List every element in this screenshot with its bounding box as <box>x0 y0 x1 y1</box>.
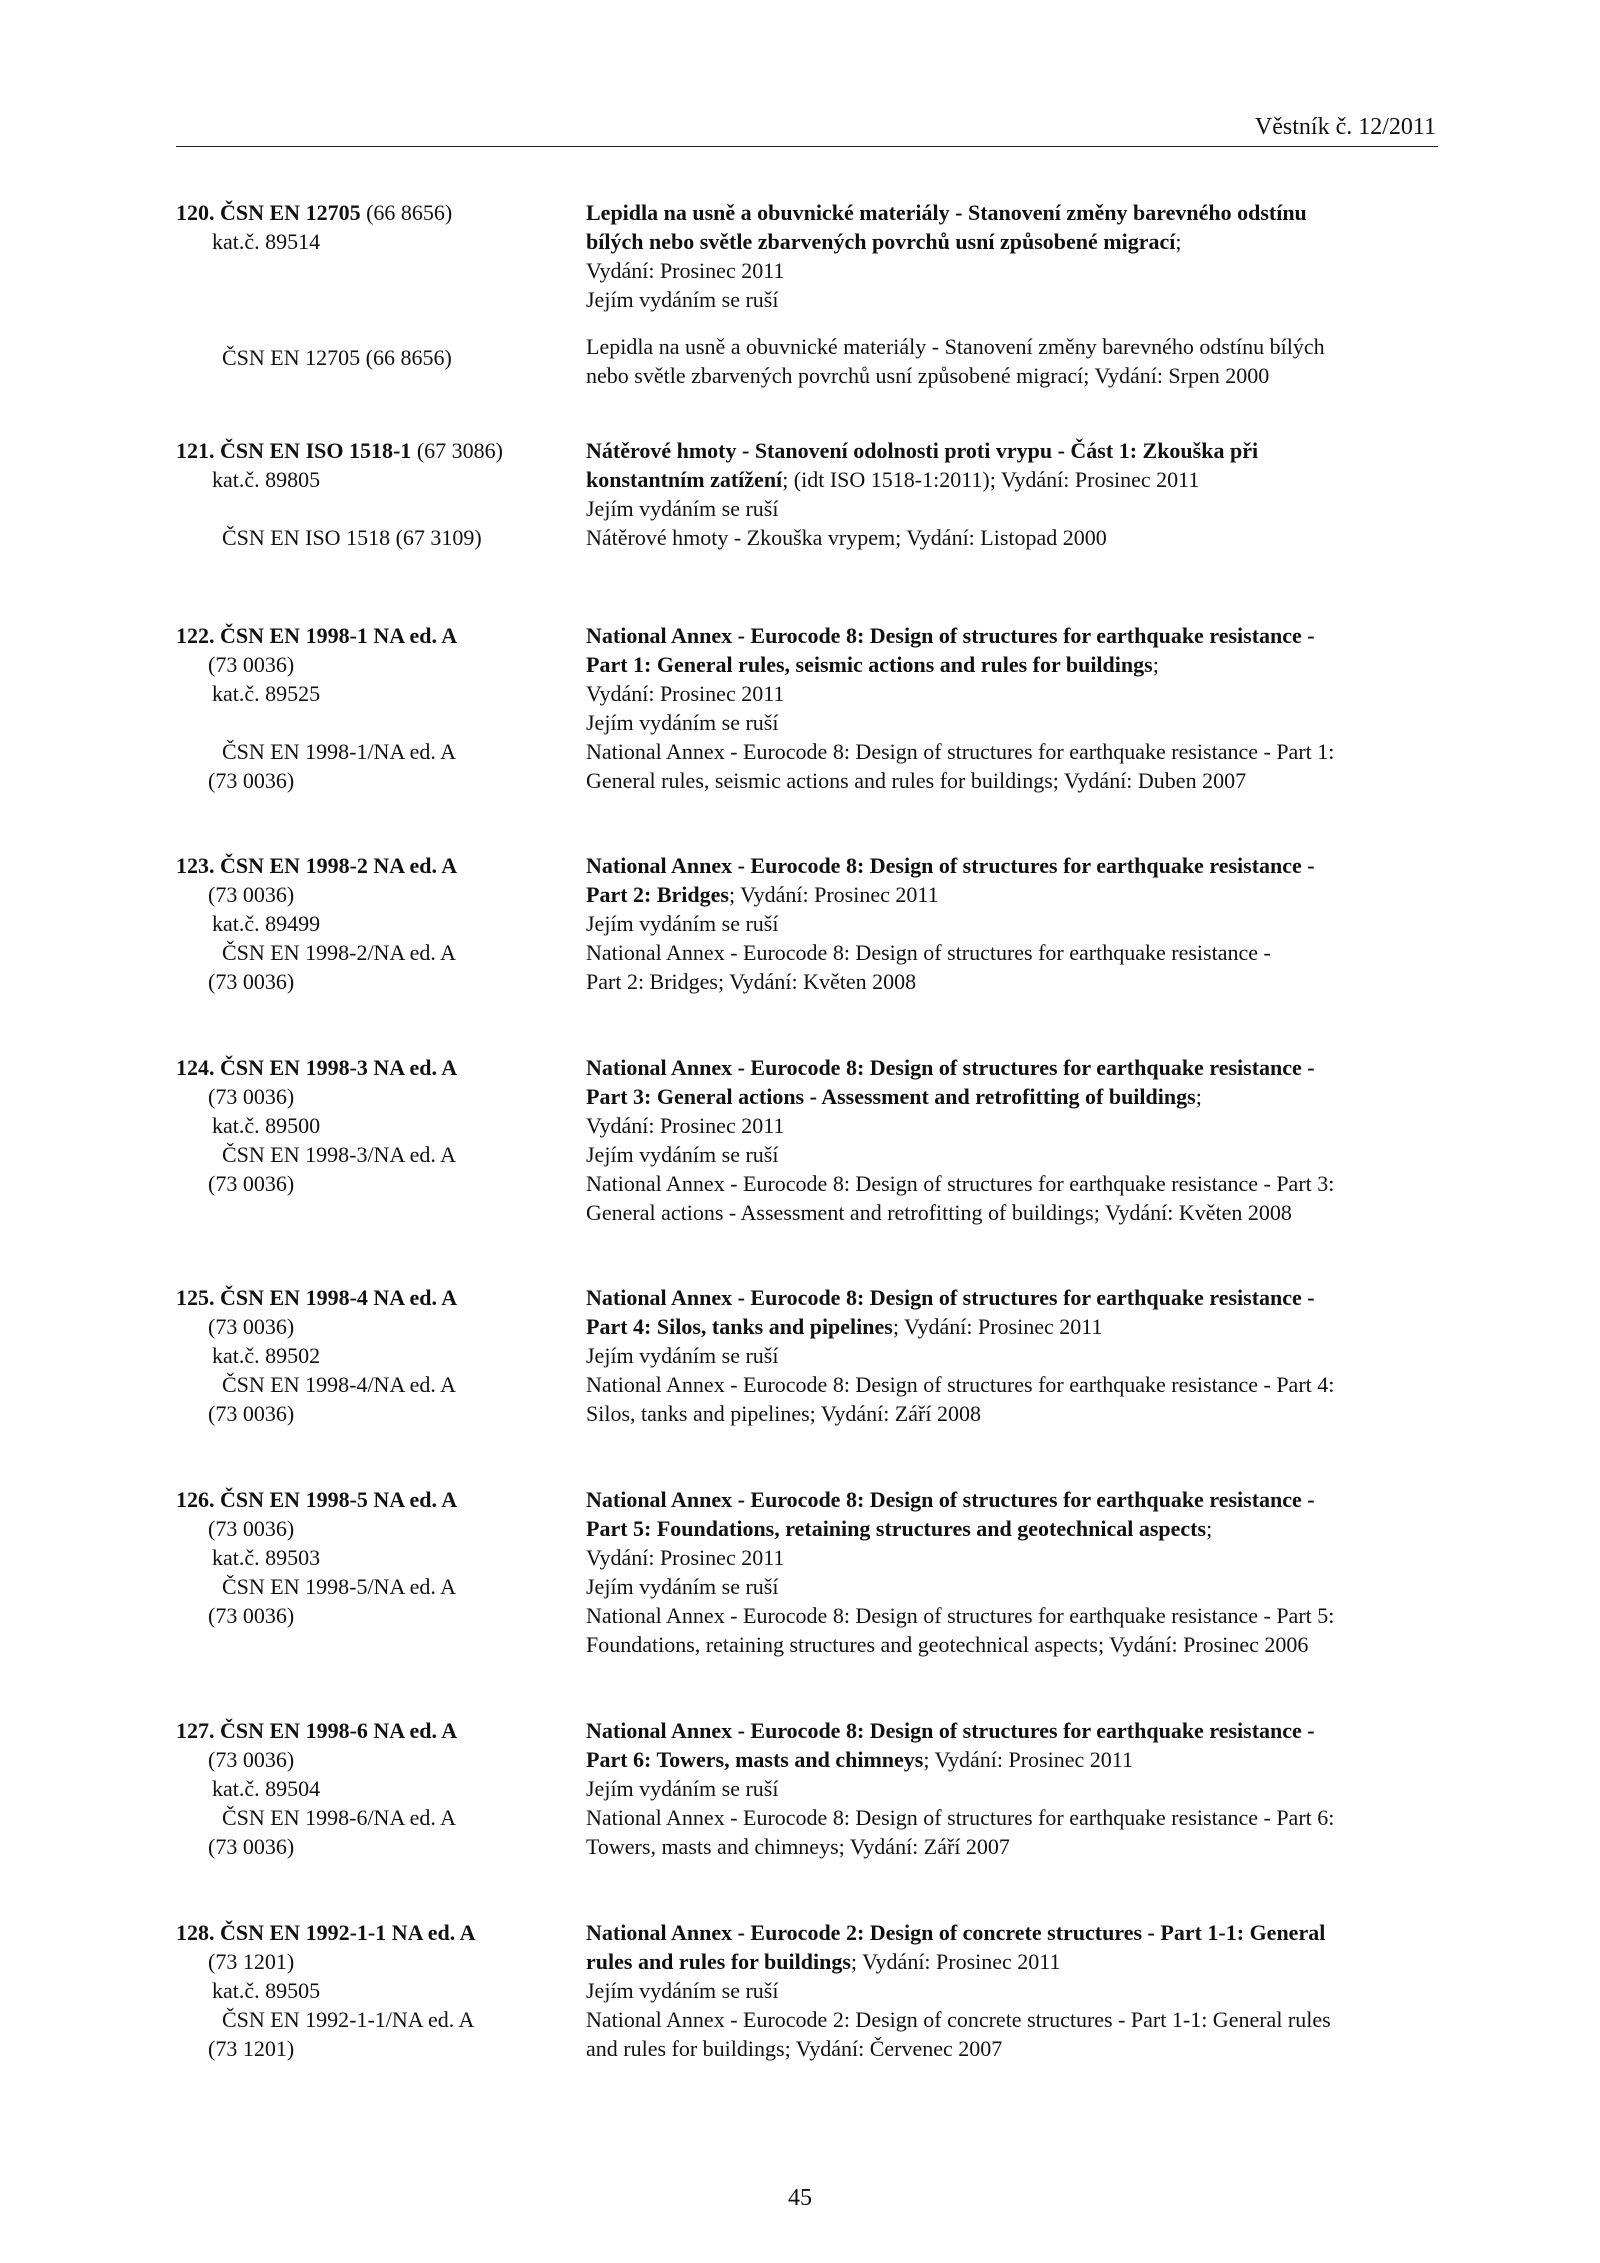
issue-date: Vydání: Prosinec 2011 <box>586 1545 785 1570</box>
entry-description <box>586 621 1438 795</box>
replaced-standard-title: National Annex - Eurocode 8: Design of structures for earthquake resistance - <box>586 940 1271 965</box>
entry-code-line <box>176 621 576 650</box>
entry-code-line <box>176 851 576 880</box>
replaced-standard-code: ČSN EN 1998-1/NA ed. A <box>222 739 457 764</box>
catalog-number: kat.č. 89500 <box>212 1113 321 1138</box>
standard-code: ČSN EN 1998-6 NA ed. A <box>220 1718 458 1743</box>
standard-title-line: Nátěrové hmoty - Stanovení odolnosti proti vrypu - Část 1: Zkouška při <box>586 438 1259 463</box>
entry-number: 125. <box>176 1285 215 1310</box>
entry-code-line <box>176 1716 576 1745</box>
cancels-note: Jejím vydáním se ruší <box>586 1978 779 2003</box>
entry-code-line <box>176 1485 576 1514</box>
entry-number: 126. <box>176 1487 215 1512</box>
standard-code: ČSN EN 1998-4 NA ed. A <box>220 1285 458 1310</box>
standard-title-line: bílých nebo světle zbarvených povrchů usní způsobené migrací; <box>586 229 1182 254</box>
standard-title-line: National Annex - Eurocode 8: Design of structures for earthquake resistance - <box>586 1718 1315 1743</box>
replaced-standard-code: ČSN EN 1998-5/NA ed. A <box>222 1574 457 1599</box>
standard-title-line: Part 3: General actions - Assessment and retrofitting of buildings; <box>586 1084 1202 1109</box>
standard-code: ČSN EN ISO 1518-1 <box>220 438 412 463</box>
classification-number: (73 0036) <box>208 652 295 677</box>
replaced-standard-title: National Annex - Eurocode 8: Design of structures for earthquake resistance - Part 6: <box>586 1805 1335 1830</box>
replaced-standard-code: ČSN EN 1998-3/NA ed. A <box>222 1142 457 1167</box>
entry-number: 127. <box>176 1718 215 1743</box>
entry-code-line <box>176 1918 576 1947</box>
entry-number: 122. <box>176 623 215 648</box>
cancels-note: Jejím vydáním se ruší <box>586 1343 779 1368</box>
replaced-standard-title: and rules for buildings; Vydání: Červenec 2007 <box>586 2036 1003 2061</box>
classification-number: (73 0036) <box>208 1314 295 1339</box>
catalog-number: kat.č. 89502 <box>212 1343 321 1368</box>
standard-code: ČSN EN 1998-1 NA ed. A <box>220 623 458 648</box>
entry-code-line <box>176 436 576 465</box>
entry-description <box>586 198 1438 390</box>
cancels-note: Jejím vydáním se ruší <box>586 710 779 735</box>
entry-description <box>586 1918 1438 2063</box>
standard-title-line: Part 1: General rules, seismic actions and rules for buildings; <box>586 652 1159 677</box>
cancels-note: Jejím vydáním se ruší <box>586 911 779 936</box>
page-header <box>176 108 1438 147</box>
entry-identifiers <box>176 621 576 795</box>
entry-description <box>586 1053 1438 1227</box>
replaced-standard-title: Nátěrové hmoty - Zkouška vrypem; Vydání: Listopad 2000 <box>586 525 1107 550</box>
entry-identifiers <box>176 1918 576 2063</box>
replaced-standard-title: National Annex - Eurocode 8: Design of structures for earthquake resistance - Part 5: <box>586 1603 1335 1628</box>
replaced-standard-code: ČSN EN 1998-6/NA ed. A <box>222 1805 457 1830</box>
entry-identifiers <box>176 1716 576 1861</box>
entry-number: 128. <box>176 1920 215 1945</box>
entry-identifiers <box>176 198 576 372</box>
standard-title-line: National Annex - Eurocode 8: Design of structures for earthquake resistance - <box>586 853 1315 878</box>
issue-date: Vydání: Prosinec 2011 <box>586 681 785 706</box>
standard-title-line: National Annex - Eurocode 2: Design of concrete structures - Part 1-1: General <box>586 1920 1326 1945</box>
replaced-classification-number: (73 0036) <box>208 1171 295 1196</box>
standard-title-line: Part 2: Bridges; Vydání: Prosinec 2011 <box>586 882 939 907</box>
standard-code: ČSN EN 1992-1-1 NA ed. A <box>220 1920 476 1945</box>
catalog-number: kat.č. 89514 <box>212 229 321 254</box>
replaced-standard-title: National Annex - Eurocode 8: Design of structures for earthquake resistance - Part 1: <box>586 739 1335 764</box>
replaced-standard-code: ČSN EN 12705 (66 8656) <box>222 345 452 370</box>
catalog-number: kat.č. 89805 <box>212 467 321 492</box>
entry-code-line <box>176 198 576 227</box>
replaced-classification-number: (73 0036) <box>208 969 295 994</box>
catalog-number: kat.č. 89504 <box>212 1776 321 1801</box>
entry-code-line <box>176 1283 576 1312</box>
catalog-number: kat.č. 89499 <box>212 911 321 936</box>
entry-number: 120. <box>176 200 215 225</box>
replaced-standard-title: National Annex - Eurocode 2: Design of concrete structures - Part 1-1: General rules <box>586 2007 1331 2032</box>
standard-title-line: rules and rules for buildings; Vydání: Prosinec 2011 <box>586 1949 1061 1974</box>
replaced-standard-code: ČSN EN ISO 1518 (67 3109) <box>222 525 482 550</box>
standard-title-line: Lepidla na usně a obuvnické materiály - Stanovení změny barevného odstínu <box>586 200 1307 225</box>
catalog-number: kat.č. 89525 <box>212 681 321 706</box>
catalog-number: kat.č. 89505 <box>212 1978 321 2003</box>
classification-number: (73 1201) <box>208 1949 295 1974</box>
replaced-classification-number: (73 0036) <box>208 1401 295 1426</box>
replaced-standard-title: General actions - Assessment and retrofitting of buildings; Vydání: Květen 2008 <box>586 1200 1292 1225</box>
cancels-note: Jejím vydáním se ruší <box>586 496 779 521</box>
classification-number: (67 3086) <box>416 438 503 463</box>
replaced-standard-title: Lepidla na usně a obuvnické materiály - Stanovení změny barevného odstínu bílých <box>586 334 1325 359</box>
replaced-standard-code: ČSN EN 1998-4/NA ed. A <box>222 1372 457 1397</box>
replaced-classification-number: (73 1201) <box>208 2036 295 2061</box>
replaced-standard-title: Silos, tanks and pipelines; Vydání: Září 2008 <box>586 1401 981 1426</box>
issue-date: Vydání: Prosinec 2011 <box>586 1113 785 1138</box>
replaced-standard-title: Towers, masts and chimneys; Vydání: Září 2007 <box>586 1834 1010 1859</box>
entry-identifiers <box>176 1485 576 1630</box>
standard-title-line: Part 5: Foundations, retaining structures and geotechnical aspects; <box>586 1516 1213 1541</box>
standard-title-line: National Annex - Eurocode 8: Design of structures for earthquake resistance - <box>586 623 1315 648</box>
standard-title-line: Part 4: Silos, tanks and pipelines; Vydání: Prosinec 2011 <box>586 1314 1103 1339</box>
standard-code: ČSN EN 1998-3 NA ed. A <box>220 1055 458 1080</box>
entry-description <box>586 1485 1438 1659</box>
entry-description <box>586 436 1438 552</box>
cancels-note: Jejím vydáním se ruší <box>586 287 779 312</box>
entry-identifiers <box>176 851 576 996</box>
entry-number: 123. <box>176 853 215 878</box>
entry-identifiers <box>176 436 576 552</box>
standard-title-line: National Annex - Eurocode 8: Design of structures for earthquake resistance - <box>586 1487 1315 1512</box>
classification-number: (73 0036) <box>208 1084 295 1109</box>
replaced-classification-number: (73 0036) <box>208 1603 295 1628</box>
replaced-standard-title: General rules, seismic actions and rules for buildings; Vydání: Duben 2007 <box>586 768 1247 793</box>
entry-number: 121. <box>176 438 215 463</box>
standard-title-line: Part 6: Towers, masts and chimneys; Vydání: Prosinec 2011 <box>586 1747 1133 1772</box>
standard-code: ČSN EN 1998-2 NA ed. A <box>220 853 458 878</box>
replaced-standard-title: Foundations, retaining structures and geotechnical aspects; Vydání: Prosinec 2006 <box>586 1632 1309 1657</box>
classification-number: (73 0036) <box>208 1516 295 1541</box>
standard-title-line: konstantním zatížení; (idt ISO 1518-1:2011); Vydání: Prosinec 2011 <box>586 467 1200 492</box>
entry-code-line <box>176 1053 576 1082</box>
replaced-classification-number: (73 0036) <box>208 1834 295 1859</box>
replaced-standard-title: National Annex - Eurocode 8: Design of structures for earthquake resistance - Part 4: <box>586 1372 1335 1397</box>
replaced-standard-title: National Annex - Eurocode 8: Design of structures for earthquake resistance - Part 3: <box>586 1171 1335 1196</box>
bulletin-issue: Věstník č. 12/2011 <box>1254 114 1436 140</box>
replaced-standard-title: Part 2: Bridges; Vydání: Květen 2008 <box>586 969 917 994</box>
cancels-note: Jejím vydáním se ruší <box>586 1574 779 1599</box>
replaced-standard-code: ČSN EN 1998-2/NA ed. A <box>222 940 457 965</box>
replaced-standard-title: nebo světle zbarvených povrchů usní způsobené migrací; Vydání: Srpen 2000 <box>586 363 1270 388</box>
classification-number: (66 8656) <box>366 200 453 225</box>
cancels-note: Jejím vydáním se ruší <box>586 1776 779 1801</box>
replaced-standard-code: ČSN EN 1992-1-1/NA ed. A <box>222 2007 475 2032</box>
issue-date: Vydání: Prosinec 2011 <box>586 258 785 283</box>
catalog-number: kat.č. 89503 <box>212 1545 321 1570</box>
page-number: 45 <box>788 2185 812 2211</box>
standard-code: ČSN EN 1998-5 NA ed. A <box>220 1487 458 1512</box>
cancels-note: Jejím vydáním se ruší <box>586 1142 779 1167</box>
entry-identifiers <box>176 1053 576 1198</box>
standard-title-line: National Annex - Eurocode 8: Design of structures for earthquake resistance - <box>586 1055 1315 1080</box>
entry-number: 124. <box>176 1055 215 1080</box>
classification-number: (73 0036) <box>208 1747 295 1772</box>
entry-description <box>586 1283 1438 1428</box>
entry-description <box>586 1716 1438 1861</box>
entry-identifiers <box>176 1283 576 1428</box>
entry-description <box>586 851 1438 996</box>
standard-title-line: National Annex - Eurocode 8: Design of structures for earthquake resistance - <box>586 1285 1315 1310</box>
replaced-classification-number: (73 0036) <box>208 768 295 793</box>
standard-code: ČSN EN 12705 <box>220 200 361 225</box>
classification-number: (73 0036) <box>208 882 295 907</box>
